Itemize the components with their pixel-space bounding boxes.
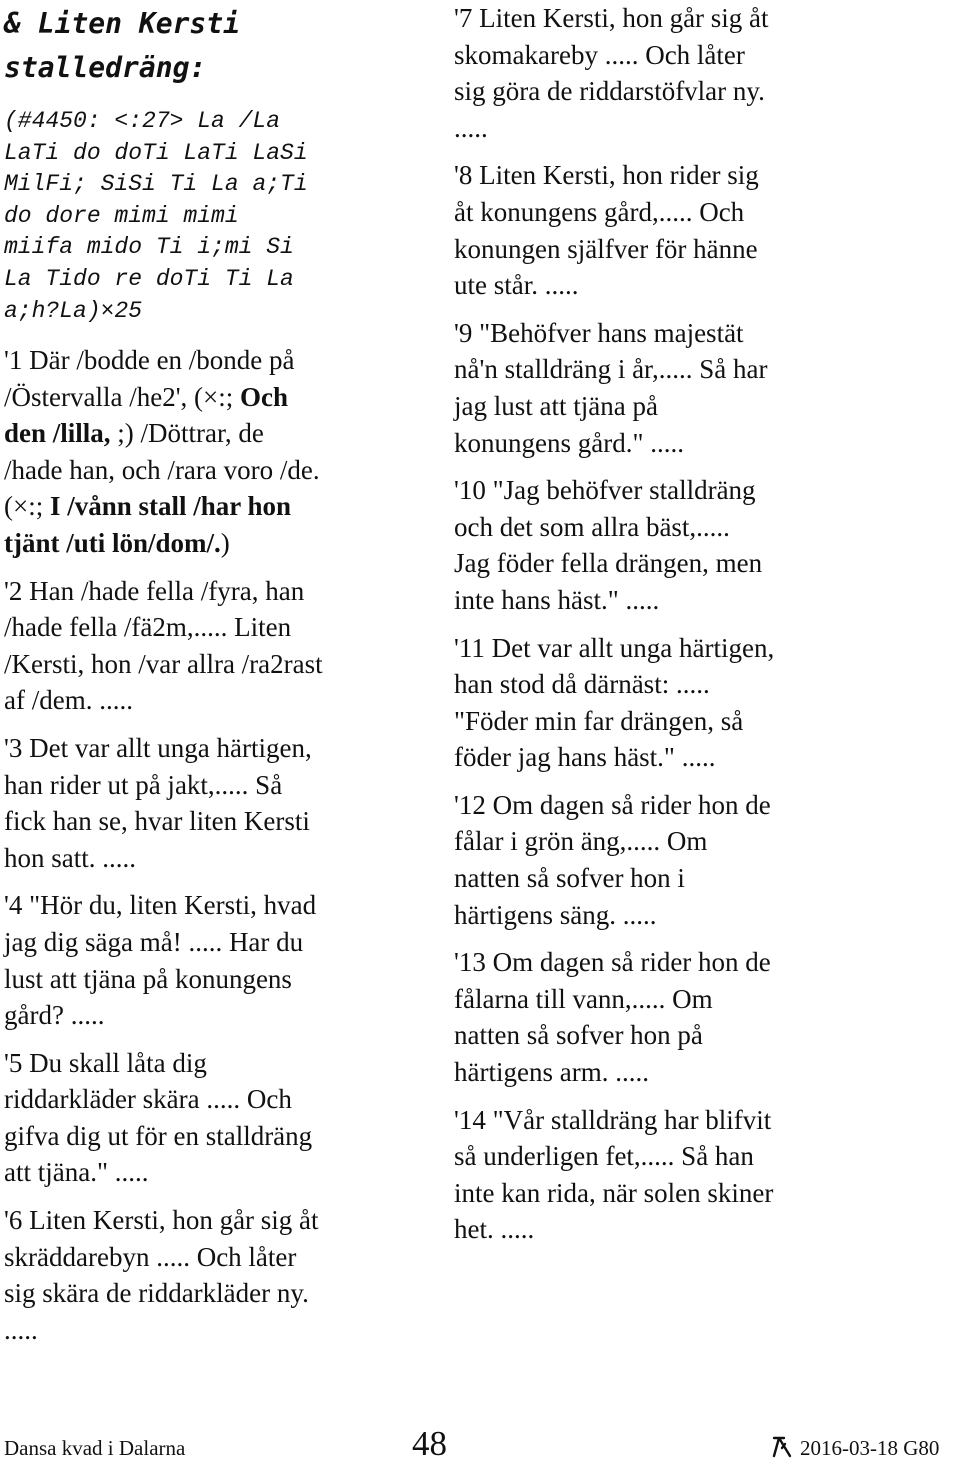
verse-line: att tjäna." ..... [4, 1157, 149, 1188]
song-title-line: stalledräng: [4, 51, 207, 84]
verse-7 [454, 0, 954, 146]
page-number: 48 [412, 1424, 447, 1463]
date-code: 2016-03-18 G80 [800, 1436, 940, 1460]
verse-line: riddarkläder skära ..... Och [4, 1084, 292, 1115]
verse-line: hon satt. ..... [4, 842, 136, 873]
verse-line: sig göra de riddarstöfvlar ny. [454, 76, 765, 107]
verse-fragment: ) [220, 527, 230, 558]
notation-line: do dore mimi mimi [4, 202, 239, 229]
verse-line: "Föder min far drängen, så [454, 705, 744, 736]
verse-line: åt konungens gård,..... Och [454, 196, 745, 227]
verse-line: jag dig säga må! ..... Har du [4, 926, 304, 957]
notation-line: LaTi do doTi LaTi LaSi [4, 139, 308, 166]
verse-fragment-bold: I /vånn stall /har hon [49, 491, 292, 522]
verse-line: gård? ..... [4, 1000, 105, 1031]
lyrics-column-left [4, 342, 444, 1359]
verse-9 [454, 315, 954, 461]
verse-line: natten så sofver hon i [454, 863, 685, 894]
notation-line: MilFi; SiSi Ti La a;Ti [4, 171, 308, 198]
verse-1 [4, 342, 444, 562]
book-title: Dansa kvad i Dalarna [4, 1436, 186, 1460]
verse-line: konungens gård." ..... [454, 427, 684, 458]
notation-line: (#4450: <:27> La /La [4, 108, 281, 134]
song-title-line: & Liten Kersti [4, 7, 241, 40]
verse-4 [4, 887, 444, 1033]
dancer-glyph-icon [770, 1434, 794, 1458]
notation-line: miifa mido Ti i;mi Si [4, 234, 294, 261]
verse-line: skomakareby ..... Och låter [454, 39, 745, 70]
verse-line: nå'n stalldräng i år,..... Så har [454, 354, 768, 385]
verse-line: '6 Liten Kersti, hon går sig åt [4, 1205, 319, 1236]
verse-fragment-bold: tjänt /uti lön/dom/. [4, 527, 221, 558]
verse-line [4, 488, 444, 525]
verse-fragment-bold: den /lilla, [4, 418, 118, 449]
verse-line: så underligen fet,..... Så han [454, 1141, 754, 1172]
verse-line: '3 Det var allt unga härtigen, [4, 732, 312, 763]
verse-line: /Kersti, hon /var allra /ra2rast [4, 648, 323, 679]
verse-line: föder jag hans häst." ..... [454, 742, 716, 773]
page-footer [0, 1420, 960, 1463]
verse-line [4, 379, 444, 416]
verse-line: han rider ut på jakt,..... Så [4, 769, 283, 800]
verse-line [4, 415, 444, 452]
verse-6 [4, 1202, 444, 1348]
verse-5 [4, 1045, 444, 1191]
verse-fragment: ;) /Döttrar, de [117, 418, 264, 449]
verse-line: härtigens arm. ..... [454, 1057, 649, 1088]
verse-line: ute står. ..... [454, 270, 579, 301]
verse-2 [4, 573, 444, 719]
verse-line: fålarna till vann,..... Om [454, 983, 713, 1014]
verse-line: '13 Om dagen så rider hon de [454, 947, 771, 978]
verse-line: /hade han, och /rara voro /de. [4, 454, 320, 485]
verse-8 [454, 157, 954, 303]
verse-line: natten så sofver hon på [454, 1020, 703, 1051]
verse-line: ..... [454, 112, 488, 143]
melody-notation [4, 106, 444, 327]
song-title [4, 2, 424, 90]
verse-line: '12 Om dagen så rider hon de [454, 789, 771, 820]
verse-13 [454, 944, 954, 1090]
notation-line: La Tido re doTi Ti La [4, 265, 294, 292]
verse-line: /hade fella /fä2m,..... Liten [4, 612, 292, 643]
verse-line: lust att tjäna på konungens [4, 963, 292, 994]
verse-line: '10 "Jag behöfver stalldräng [454, 475, 756, 506]
verse-line: konungen själfver för hänne [454, 233, 758, 264]
verse-line: gifva dig ut för en stalldräng [4, 1120, 313, 1151]
verse-line: '14 "Vår stalldräng har blifvit [454, 1104, 772, 1135]
verse-14 [454, 1102, 954, 1248]
verse-12 [454, 787, 954, 933]
verse-line: skräddarebyn ..... Och låter [4, 1241, 297, 1272]
verse-line: af /dem. ..... [4, 685, 133, 716]
verse-line [4, 525, 444, 562]
verse-line: härtigens säng. ..... [454, 899, 657, 930]
verse-line: och det som allra bäst,..... [454, 511, 730, 542]
verse-11 [454, 630, 954, 776]
verse-line: sig skära de riddarkläder ny. [4, 1278, 309, 1309]
verse-fragment: (×:; [4, 491, 50, 522]
verse-fragment-bold: Och [240, 381, 289, 412]
verse-3 [4, 730, 444, 876]
verse-line: '5 Du skall låta dig [4, 1047, 207, 1078]
verse-line: inte hans häst." ..... [454, 584, 660, 615]
verse-line: inte kan rida, när solen skiner [454, 1177, 774, 1208]
verse-line: '8 Liten Kersti, hon rider sig [454, 160, 759, 191]
verse-line: '2 Han /hade fella /fyra, han [4, 575, 305, 606]
notation-line: a;h?La)×25 [4, 297, 143, 324]
verse-line: '11 Det var allt unga härtigen, [454, 632, 775, 663]
verse-line: fålar i grön äng,..... Om [454, 826, 708, 857]
verse-line: fick han se, hvar liten Kersti [4, 806, 310, 837]
verse-line: han stod då därnäst: ..... [454, 669, 710, 700]
verse-line: '1 Där /bodde en /bonde på [4, 345, 295, 375]
verse-fragment: /Östervalla /he2', (×:; [4, 381, 241, 412]
verse-line: het. ..... [454, 1214, 535, 1245]
verse-line: ..... [4, 1314, 38, 1345]
verse-line: '7 Liten Kersti, hon går sig åt [454, 3, 769, 33]
verse-10 [454, 472, 954, 618]
verse-line: Jag föder fella drängen, men [454, 548, 763, 579]
verse-line: jag lust att tjäna på [454, 390, 658, 421]
verse-line: '9 "Behöfver hans majestät [454, 317, 744, 348]
verse-line: '4 "Hör du, liten Kersti, hvad [4, 890, 317, 921]
lyrics-column-right [454, 0, 954, 1259]
